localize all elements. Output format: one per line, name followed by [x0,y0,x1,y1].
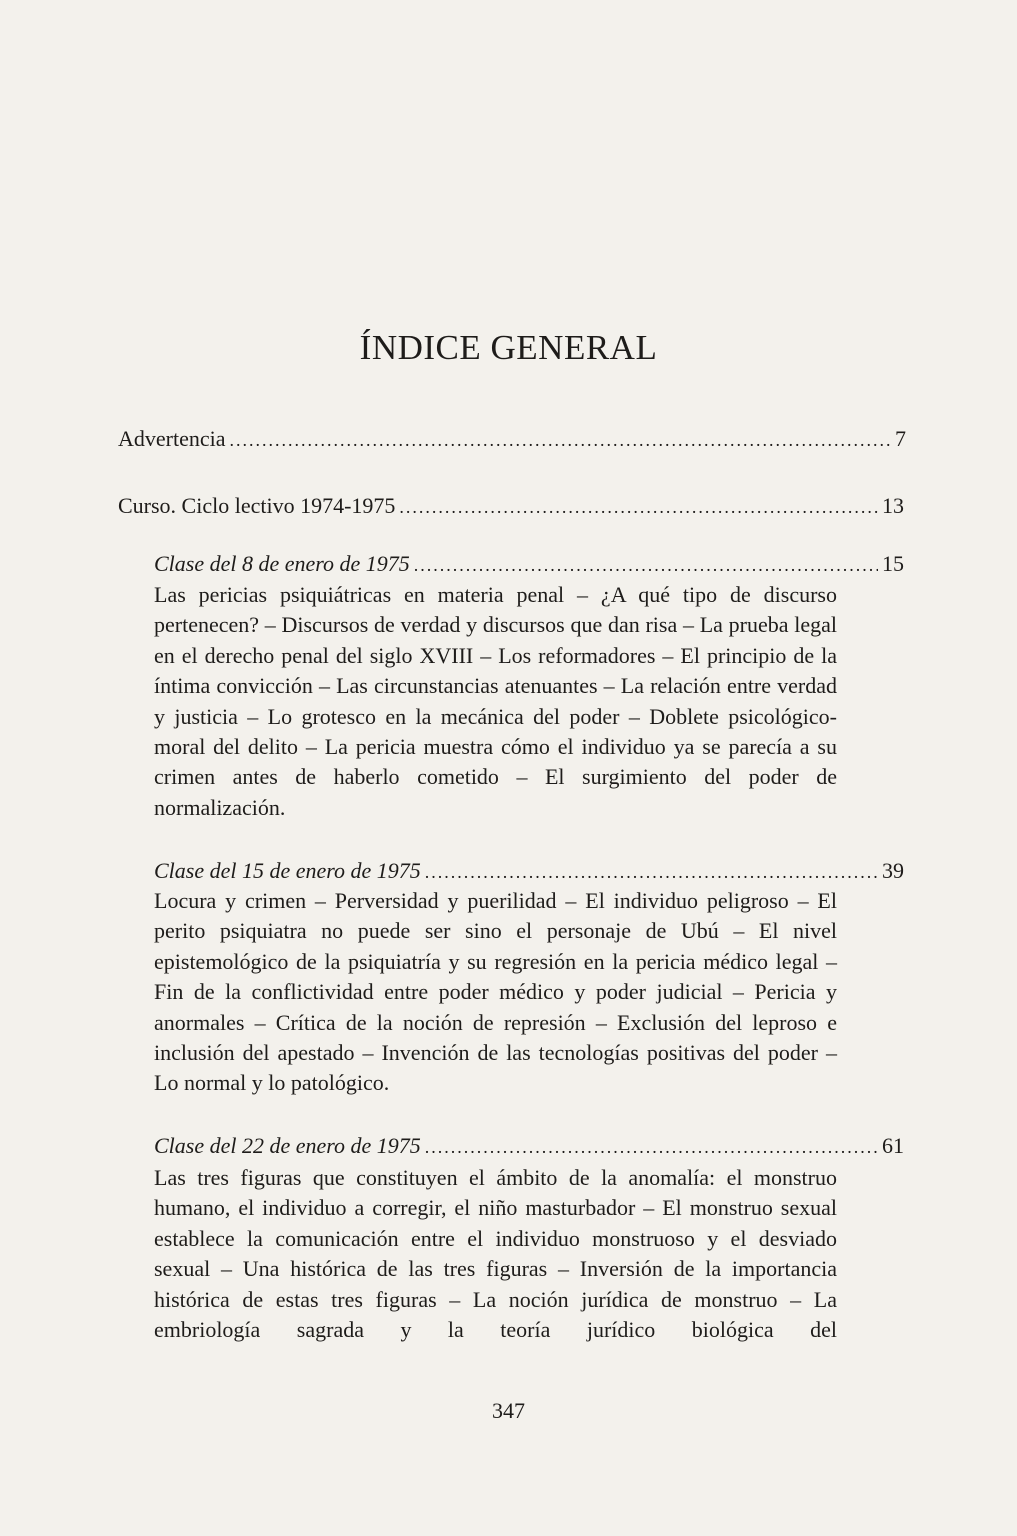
toc-entry-page: 13 [882,493,904,518]
dot-leader [399,497,878,518]
toc-entry-summary: Las tres figuras que constituyen el ámbito de la anomalía: el monstruo humano, el individuo a corregir, el niño masturbador – El monstruo sexual establece la comunicación entre el individuo monstruoso y el desviado sexual – Una histórica de las tres figuras – Inversión de la importancia histórica de estas tres figuras – La noción jurídica de monstruo – La embriología sagrada y la teoría jurídico biológica del [154,1165,837,1343]
dot-leader [425,1137,878,1158]
toc-entry-curso [118,493,904,519]
toc-entry-label: Clase del 22 de enero de 1975 [154,1133,421,1158]
toc-entry-clase-22-enero [154,1133,904,1159]
toc-entry-advertencia [118,426,906,452]
toc-entry-summary: Las pericias psiquiátricas en materia penal – ¿A qué tipo de discurso pertenecen? – Discursos de verdad y discursos que dan risa – La prueba legal en el derecho penal del siglo XVIII – Los reformadores – El principio de la íntima convicción – Las circunstancias atenuantes – La relación entre verdad y justicia – Lo grotesco en la mecánica del poder – Doblete psicológico-moral del delito – La pericia muestra cómo el individuo ya se parecía a su crimen antes de haberlo cometido – El surgimiento del poder de normalización. [154,582,837,820]
page-title: ÍNDICE GENERAL [359,328,658,367]
toc-entry-page: 7 [895,426,906,451]
toc-entry-clase-8-enero [154,551,904,577]
dot-leader [425,862,878,883]
toc-entry-label: Curso. Ciclo lectivo 1974-1975 [118,493,396,518]
toc-entry-clase-15-enero [154,858,904,884]
dot-leader [230,430,892,451]
toc-entry-label: Clase del 8 de enero de 1975 [154,551,410,576]
page-number: 347 [492,1398,525,1423]
toc-entry-page: 39 [882,858,904,883]
toc-entry-page: 61 [882,1133,904,1158]
toc-entry-page: 15 [882,551,904,576]
toc-entry-label: Advertencia [118,426,226,451]
toc-entry-label: Clase del 15 de enero de 1975 [154,858,421,883]
toc-entry-summary: Locura y crimen – Perversidad y puerilidad – El individuo peligroso – El perito psiquiatra no puede ser sino el personaje de Ubú – El nivel epistemológico de la psiquiatría y su regresión en la pericia médico legal – Fin de la conflictividad entre poder médico y poder judicial – Pericia y anormales – Crítica de la noción de represión – Exclusión del leproso e inclusión del apestado – Invención de las tecnologías positivas del poder – Lo normal y lo patológico. [154,888,837,1096]
dot-leader [414,555,878,576]
